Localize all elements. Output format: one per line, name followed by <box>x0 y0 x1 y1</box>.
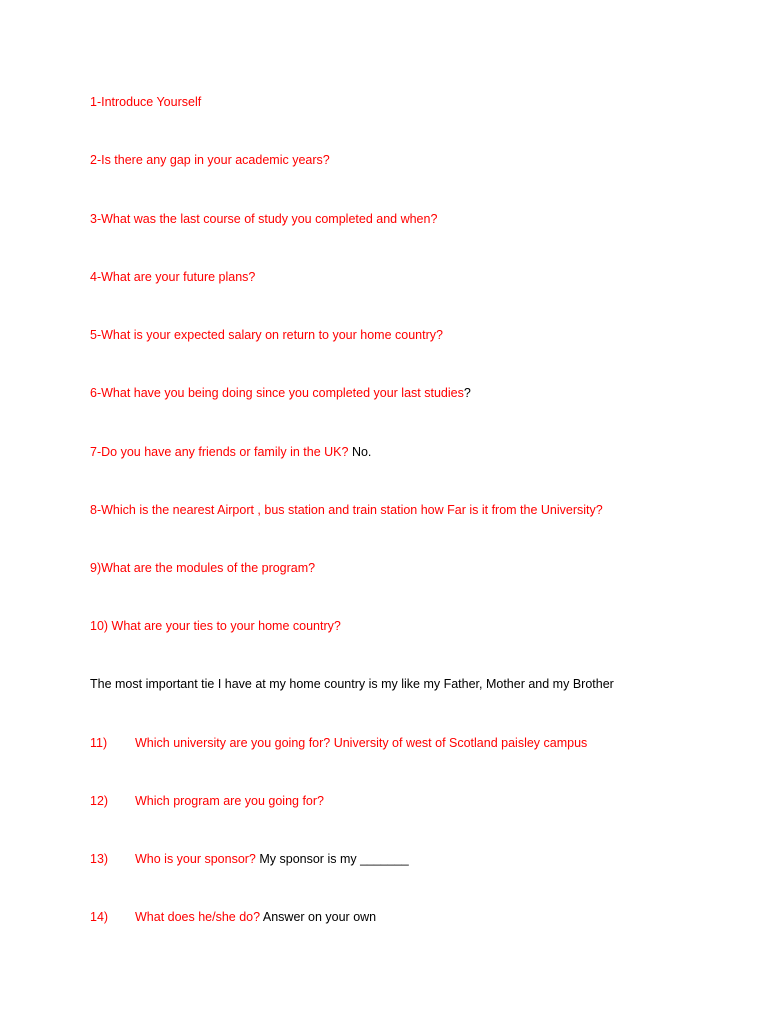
answer-text: No. <box>348 445 372 459</box>
question-number: 14) <box>90 910 109 924</box>
question-1 <box>90 94 201 110</box>
question-2 <box>90 152 330 168</box>
answer-text: ? <box>463 386 471 400</box>
question-text: 3-What was the last course of study you completed and when? <box>90 212 438 226</box>
question-text: What does he/she do? <box>135 910 261 924</box>
question-text: Who is your sponsor? <box>135 852 256 866</box>
question-text: 8-Which is the nearest Airport , bus station and train station how Far is it from the University? <box>90 503 603 517</box>
question-3 <box>90 211 437 227</box>
question-text: 9)What are the modules of the program? <box>90 561 316 575</box>
question-text: 7-Do you have any friends or family in the UK? <box>90 445 349 459</box>
question-8 <box>90 502 603 518</box>
question-text: 4-What are your future plans? <box>90 270 256 284</box>
answer-text: My sponsor is my _______ <box>255 852 409 866</box>
question-4 <box>90 269 255 285</box>
question-text: 2-Is there any gap in your academic years? <box>90 153 330 167</box>
question-9 <box>90 560 315 576</box>
question-number: 13) <box>90 852 109 866</box>
question-11 <box>90 735 587 751</box>
question-text: Which university are you going for? University of west of Scotland paisley campus <box>135 736 588 750</box>
question-number: 11) <box>90 736 108 750</box>
question-6 <box>90 385 471 401</box>
question-text: 6-What have you being doing since you completed your last studies <box>90 386 464 400</box>
question-number: 12) <box>90 794 109 808</box>
question-5 <box>90 327 443 343</box>
question-14 <box>90 909 376 925</box>
question-7 <box>90 444 371 460</box>
question-text: 10) What are your ties to your home country? <box>90 619 341 633</box>
answer-text: Answer on your own <box>260 910 377 924</box>
question-13 <box>90 851 409 867</box>
question-10 <box>90 618 341 634</box>
question-text: 1-Introduce Yourself <box>90 95 202 109</box>
question-12 <box>90 793 324 809</box>
ties-answer: The most important tie I have at my home country is my like my Father, Mother and my Brother <box>90 677 614 691</box>
question-text: Which program are you going for? <box>135 794 324 808</box>
question-text: 5-What is your expected salary on return to your home country? <box>90 328 443 342</box>
